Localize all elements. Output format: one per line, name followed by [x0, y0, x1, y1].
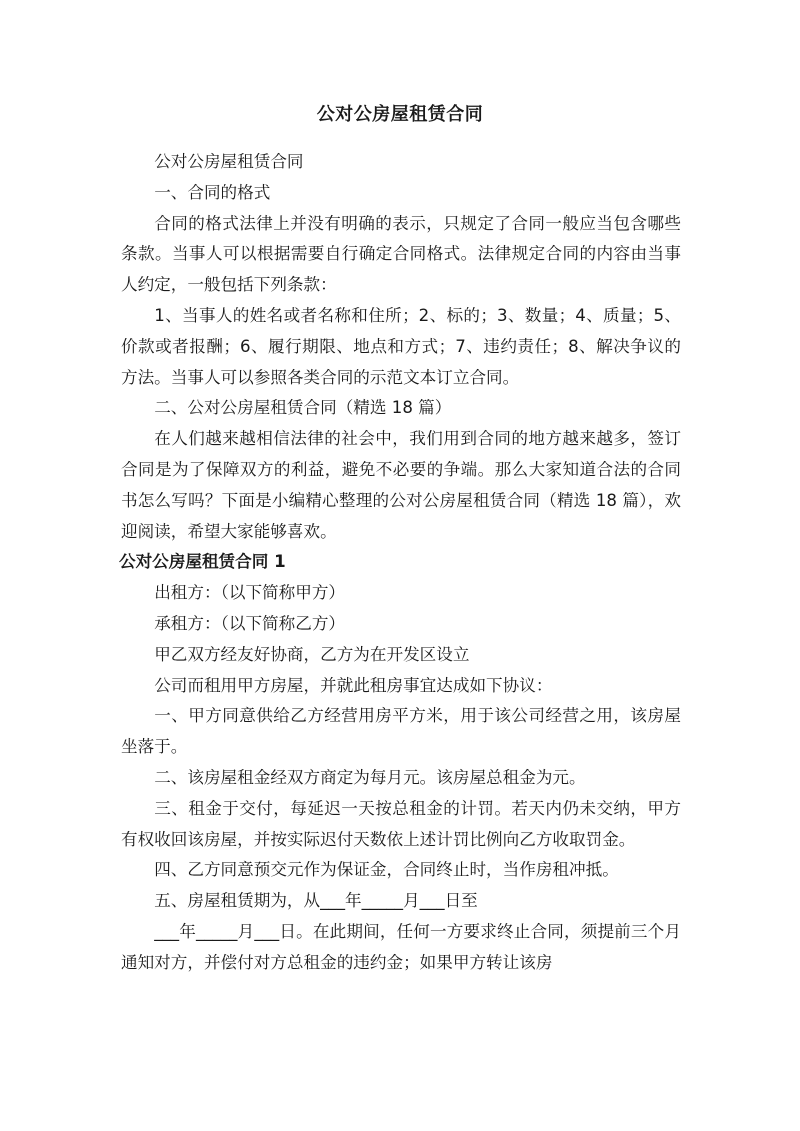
- clauses-paragraph: 1、当事人的姓名或者名称和住所；2、标的；3、数量；4、质量；5、价款或者报酬；6、履行期限、地点和方式；7、违约责任；8、解决争议的方法。当事人可以参照各类合同的示范文本订立合同。: [121, 305, 681, 387]
- company-line: 公司而租用甲方房屋，并就此租房事宜达成如下协议：: [154, 675, 553, 695]
- clause-five-continued: ___年_____月___日。在此期间，任何一方要求终止合同，须提前三个月通知对方，并偿付对方总租金的违约金；如果甲方转让该房: [121, 921, 681, 972]
- contract-heading: 公对公房屋租赁合同 1: [119, 552, 286, 572]
- agreement-line: 甲乙双方经友好协商，乙方为在开发区设立: [154, 644, 470, 664]
- lessor-line: 出租方：（以下简称甲方）: [154, 583, 346, 603]
- format-paragraph: 合同的格式法律上并没有明确的表示，只规定了合同一般应当包含哪些条款。当事人可以根据需要自行确定合同格式。法律规定合同的内容由当事人约定，一般包括下列条款：: [121, 213, 681, 295]
- section-heading-format: 一、合同的格式: [154, 182, 271, 202]
- clause-one: 一、甲方同意供给乙方经营用房平方米，用于该公司经营之用，该房屋坐落于。: [121, 706, 681, 757]
- section-heading-selection: 二、公对公房屋租赁合同（精选 18 篇）: [154, 398, 452, 418]
- document-title: 公对公房屋租赁合同: [316, 104, 484, 125]
- clause-five: 五、房屋租赁期为，从___年_____月___日至: [154, 891, 478, 911]
- intro-paragraph: 公对公房屋租赁合同: [154, 152, 304, 171]
- document-body: [121, 147, 681, 979]
- selection-intro-paragraph: 在人们越来越相信法律的社会中，我们用到合同的地方越来越多，签订合同是为了保障双方的利益，避免不必要的争端。那么大家知道合法的合同书怎么写吗？下面是小编精心整理的公对公房屋租赁合同（精选 18 篇），欢迎阅读，希望大家能够喜欢。: [121, 429, 681, 541]
- clause-two: 二、该房屋租金经双方商定为每月元。该房屋总租金为元。: [154, 767, 586, 787]
- lessee-line: 承租方：（以下简称乙方）: [154, 613, 346, 633]
- clause-three: 三、租金于交付，每延迟一天按总租金的计罚。若天内仍未交纳，甲方有权收回该房屋，并按实际迟付天数依上述计罚比例向乙方收取罚金。: [121, 798, 681, 849]
- clause-four: 四、乙方同意预交元作为保证金，合同终止时，当作房租冲抵。: [154, 860, 619, 880]
